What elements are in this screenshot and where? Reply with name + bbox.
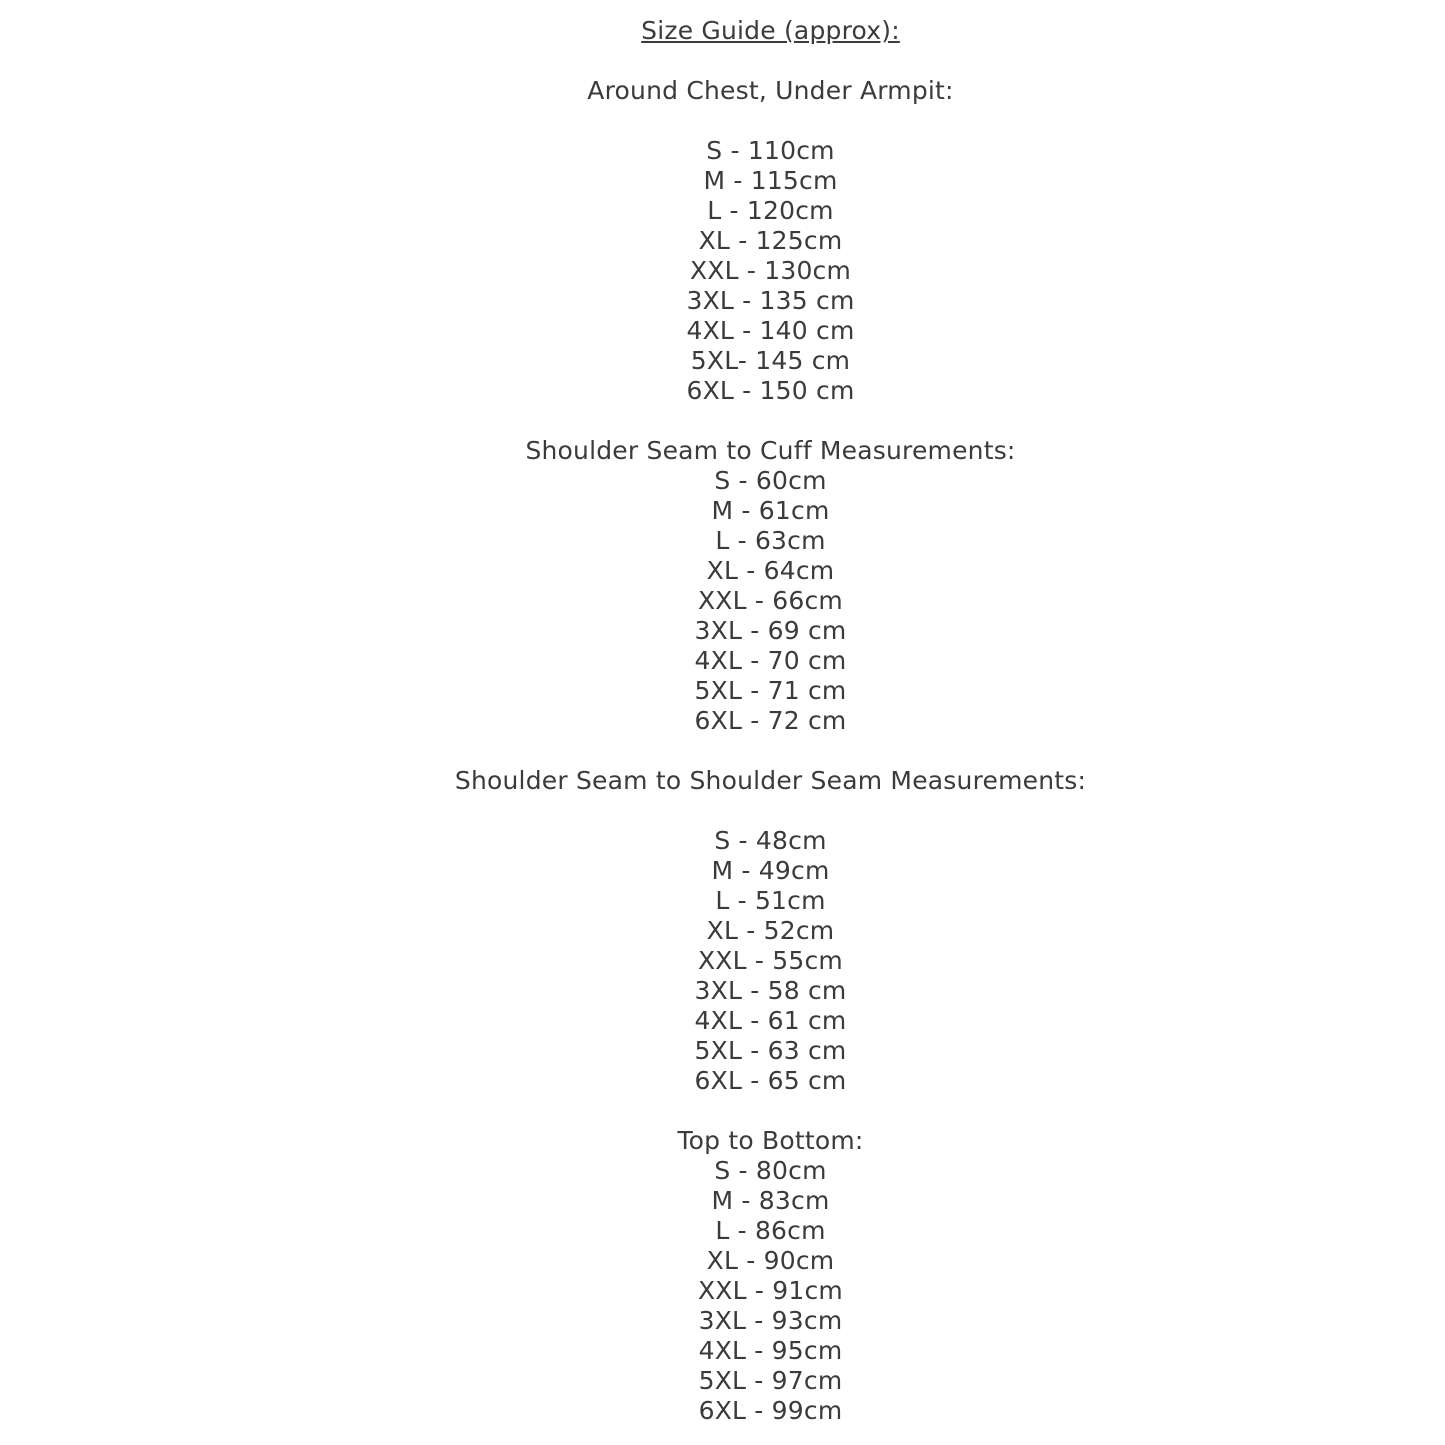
size-row: M - 49cm [711, 856, 830, 885]
size-row: L - 51cm [715, 886, 826, 915]
size-list [48, 826, 1445, 1096]
size-row: 5XL - 71 cm [694, 676, 847, 705]
size-row: 5XL- 145 cm [690, 346, 851, 375]
size-guide-document [48, 0, 1445, 1426]
size-row: M - 115cm [703, 166, 838, 195]
section-around-chest [48, 76, 1445, 406]
size-row: 6XL - 99cm [698, 1396, 843, 1425]
size-row: 3XL - 135 cm [686, 286, 855, 315]
size-list [48, 466, 1445, 736]
section-heading: Around Chest, Under Armpit: [587, 76, 954, 105]
size-row: S - 110cm [706, 136, 835, 165]
size-row: 3XL - 69 cm [694, 616, 847, 645]
size-list [48, 1156, 1445, 1426]
size-row: XL - 125cm [698, 226, 843, 255]
size-row: S - 48cm [714, 826, 827, 855]
size-row: 4XL - 140 cm [686, 316, 855, 345]
section-shoulder-to-cuff [48, 436, 1445, 736]
size-row: XXL - 91cm [697, 1276, 843, 1305]
size-row: 5XL - 63 cm [694, 1036, 847, 1065]
page-title: Size Guide (approx): [641, 16, 900, 45]
size-row: L - 120cm [707, 196, 834, 225]
size-list [48, 136, 1445, 406]
size-row: 6XL - 72 cm [694, 706, 847, 735]
size-row: 4XL - 70 cm [694, 646, 847, 675]
size-row: XXL - 55cm [697, 946, 843, 975]
size-row: XL - 90cm [706, 1246, 835, 1275]
size-row: 3XL - 58 cm [694, 976, 847, 1005]
size-row: 5XL - 97cm [698, 1366, 843, 1395]
section-shoulder-to-shoulder [48, 766, 1445, 1096]
size-row: 3XL - 93cm [698, 1306, 843, 1335]
section-top-to-bottom [48, 1126, 1445, 1426]
section-heading: Shoulder Seam to Shoulder Seam Measurements: [454, 766, 1087, 795]
size-row: XL - 52cm [706, 916, 835, 945]
size-row: S - 60cm [714, 466, 827, 495]
size-row: M - 61cm [711, 496, 830, 525]
size-row: 4XL - 61 cm [694, 1006, 847, 1035]
size-row: XXL - 66cm [697, 586, 843, 615]
size-row: L - 63cm [715, 526, 826, 555]
size-row: M - 83cm [711, 1186, 830, 1215]
size-row: 6XL - 65 cm [694, 1066, 847, 1095]
size-row: S - 80cm [714, 1156, 827, 1185]
size-row: L - 86cm [715, 1216, 826, 1245]
size-row: 6XL - 150 cm [686, 376, 855, 405]
size-row: 4XL - 95cm [698, 1336, 843, 1365]
section-heading: Shoulder Seam to Cuff Measurements: [525, 436, 1016, 465]
size-row: XXL - 130cm [689, 256, 852, 285]
section-heading: Top to Bottom: [677, 1126, 864, 1155]
size-row: XL - 64cm [706, 556, 835, 585]
